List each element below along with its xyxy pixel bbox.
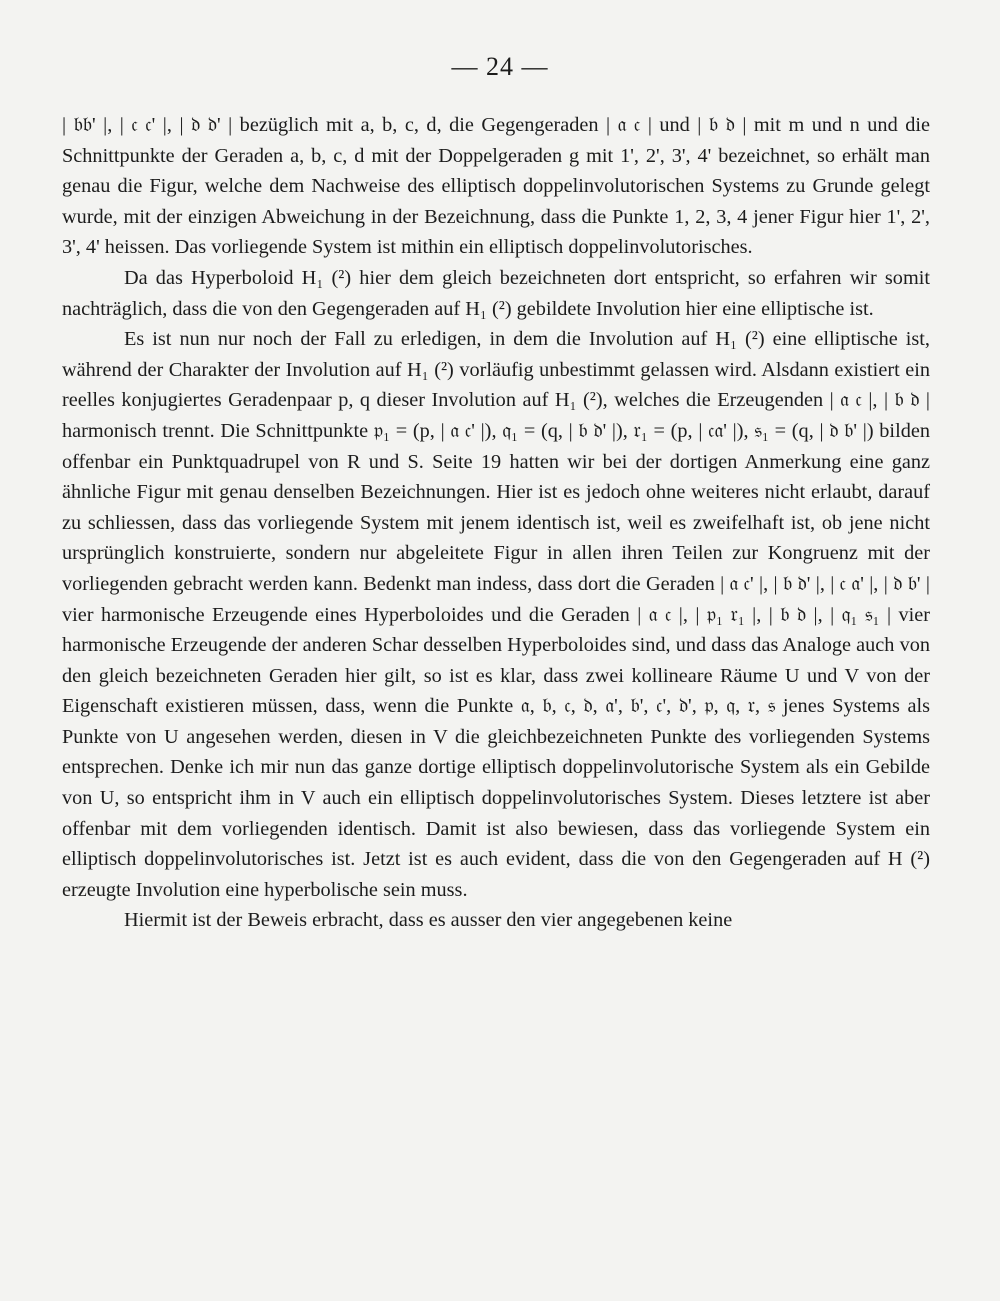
paragraph-1: | 𝔟𝔟' |, | 𝔠 𝔠' |, | 𝔡 𝔡' | bezüglich mit a, b, c, d, die Gegengeraden | 𝔞 𝔠 | und | 𝔟 𝔡 | mit m und n und die Schnittpunkte der Geraden a, b, c, d mit der Doppelgeraden g mit 1', 2', 3', 4' bezeichnet, so erhält man genau die Figur, welche dem Nachweise des elliptisch doppelinvolutorischen Systems zu Grunde gelegt wurde, mit der einzigen Abweichung in der Bezeichnung, dass die Punkte 1, 2, 3, 4 jener Figur hier 1', 2', 3', 4' heissen. Das vorliegende System ist mithin ein elliptisch doppelinvolutorisches. xyxy=(62,114,930,259)
paragraph-4: Hiermit ist der Beweis erbracht, dass es ausser den vier angegebenen keine xyxy=(124,909,733,932)
paragraph-3: Es ist nun nur noch der Fall zu erledigen, in dem die Involution auf H₁ (²) eine elliptische ist, während der Charakter der Involution auf H₁ (²) vorläufig unbestimmt gelassen wird. Alsdann existiert ein reelles konjugiertes Geradenpaar p, q dieser Involution auf H₁ (²), welches die Erzeugenden | 𝔞 𝔠 |, | 𝔟 𝔡 | harmonisch trennt. Die Schnittpunkte 𝔭₁ = (p, | 𝔞 𝔠' |), 𝔮₁ = (q, | 𝔟 𝔡' |), 𝔯₁ = (p, | 𝔠𝔞' |), 𝔰₁ = (q, | 𝔡 𝔟' |) bilden offenbar ein Punktquadrupel von R und S. Seite 19 hatten wir bei der dortigen Anmerkung eine ganz ähnliche Figur mit genau denselben Bezeichnungen. Hier ist es jedoch ohne weiteres nicht erlaubt, darauf zu schliessen, dass das vorliegende System mit jenem identisch ist, weil es zweifelhaft ist, ob jene nicht ursprünglich konstruierte, sondern nur abgeleitete Figur in allen ihren Teilen zur Kongruenz mit der vorliegenden gebracht werden kann. Bedenkt man indess, dass dort die Geraden | 𝔞 𝔠' |, | 𝔟 𝔡' |, | 𝔠 𝔞' |, | 𝔡 𝔟' | vier harmonische Erzeugende eines Hyperboloides und die Geraden | 𝔞 𝔠 |, | 𝔭₁ 𝔯₁ |, | 𝔟 𝔡 |, | 𝔮₁ 𝔰₁ | vier harmonische Erzeugende der anderen Schar desselben Hyperboloides sind, und dass das Analoge auch von den gleich bezeichneten Geraden hier gilt, so ist es klar, dass zwei kollineare Räume U und V von der Eigenschaft existieren müssen, dass, wenn die Punkte 𝔞, 𝔟, 𝔠, 𝔡, 𝔞', 𝔟', 𝔠', 𝔡', 𝔭, 𝔮, 𝔯, 𝔰 jenes Systems als Punkte von U angesehen werden, diesen in V die gleichbezeichneten Punkte des vorliegenden Systems entsprechen. Denke ich mir nun das ganze dortige elliptisch doppelinvolutorische System als ein Gebilde von U, so entspricht ihm in V auch ein elliptisch doppelinvolutorisches System. Dieses letztere ist aber offenbar mit dem vorliegenden identisch. Damit ist also bewiesen, dass das vorliegende System ein elliptisch doppelinvolutorisches ist. Jetzt ist es auch evident, dass die von den Gegengeraden auf H (²) erzeugte Involution eine hyperbolische sein muss. xyxy=(62,328,930,901)
paragraph-2: Da das Hyperboloid H₁ (²) hier dem gleich bezeichneten dort entspricht, so erfahren wir somit nachträglich, dass die von den Gegengeraden auf H₁ (²) gebildete Involution hier eine elliptische ist. xyxy=(62,266,930,320)
page-number: — 24 — xyxy=(451,52,549,81)
page-body xyxy=(62,110,930,936)
